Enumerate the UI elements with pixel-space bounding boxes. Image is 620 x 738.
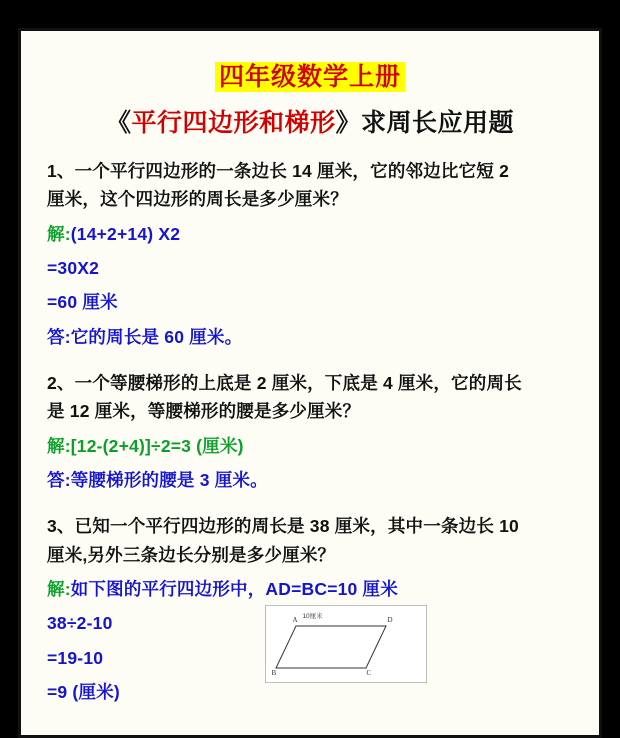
figure-vertex-b: B bbox=[271, 669, 277, 678]
question-3-solution-line-1 bbox=[47, 575, 573, 603]
question-3-solution-line-4: =9 (厘米) bbox=[47, 682, 120, 703]
solution-body: (14+2+14) X2 bbox=[70, 223, 181, 244]
solution-body: 如下图的平行四边形中，AD=BC=10 厘米 bbox=[70, 579, 398, 600]
question-3 bbox=[47, 512, 573, 706]
solution-label: 解: bbox=[47, 223, 71, 244]
question-3-work-and-figure bbox=[47, 603, 573, 706]
page-title-line2 bbox=[47, 103, 573, 139]
figure-container bbox=[120, 605, 573, 683]
figure-vertex-d: D bbox=[387, 616, 393, 625]
parallelogram-diagram bbox=[265, 605, 427, 683]
title-topic: 平行四边形和梯形 bbox=[131, 109, 336, 137]
answer-label: 答: bbox=[47, 470, 71, 491]
question-2-answer-line bbox=[47, 466, 573, 494]
question-2-line-2: 是 12 厘米，等腰梯形的腰是多少厘米？ bbox=[47, 401, 361, 422]
question-3-solution-line-3: =19-10 bbox=[47, 647, 104, 668]
title-bracket-close: 》求周长应用题 bbox=[335, 109, 515, 137]
parallelogram-shape bbox=[266, 606, 426, 682]
solution-label: 解: bbox=[47, 579, 71, 600]
question-2-line-1: 2、一个等腰梯形的上底是 2 厘米，下底是 4 厘米，它的周长 bbox=[47, 373, 522, 394]
question-1-solution-line-3: =60 厘米 bbox=[47, 292, 118, 313]
figure-vertex-c: C bbox=[366, 669, 372, 678]
question-1 bbox=[47, 157, 573, 351]
solution-label: 解: bbox=[47, 435, 71, 456]
question-1-line-2: 厘米，这个四边形的周长是多少厘米？ bbox=[47, 189, 348, 210]
question-3-line-1: 3、已知一个平行四边形的周长是 38 厘米，其中一条边长 10 bbox=[47, 516, 519, 537]
title-bracket-open: 《 bbox=[105, 109, 132, 137]
answer-label: 答: bbox=[47, 326, 71, 347]
question-3-work bbox=[47, 603, 120, 706]
question-3-line-2: 厘米,另外三条边长分别是多少厘米？ bbox=[47, 544, 336, 565]
figure-caption: 10厘米 bbox=[302, 613, 323, 621]
question-1-solution-line-1 bbox=[47, 220, 573, 248]
page-title-line1 bbox=[47, 57, 573, 93]
question-2 bbox=[47, 369, 573, 494]
question-2-solution-line-1 bbox=[47, 432, 573, 460]
question-3-solution-line-2: 38÷2-10 bbox=[47, 613, 113, 634]
worksheet-page bbox=[18, 28, 602, 738]
worksheet-content bbox=[21, 31, 599, 707]
question-1-answer-line bbox=[47, 323, 573, 351]
page-title-line1-text: 四年级数学上册 bbox=[215, 62, 405, 92]
question-1-solution-line-2: =30X2 bbox=[47, 258, 100, 279]
answer-body: 等腰梯形的腰是 3 厘米。 bbox=[70, 470, 268, 491]
question-1-line-1: 1、一个平行四边形的一条边长 14 厘米，它的邻边比它短 2 bbox=[47, 161, 510, 181]
figure-vertex-a: A bbox=[292, 616, 298, 625]
solution-body: [12-(2+4)]÷2=3 (厘米) bbox=[70, 435, 244, 456]
answer-body: 它的周长是 60 厘米。 bbox=[70, 326, 243, 347]
